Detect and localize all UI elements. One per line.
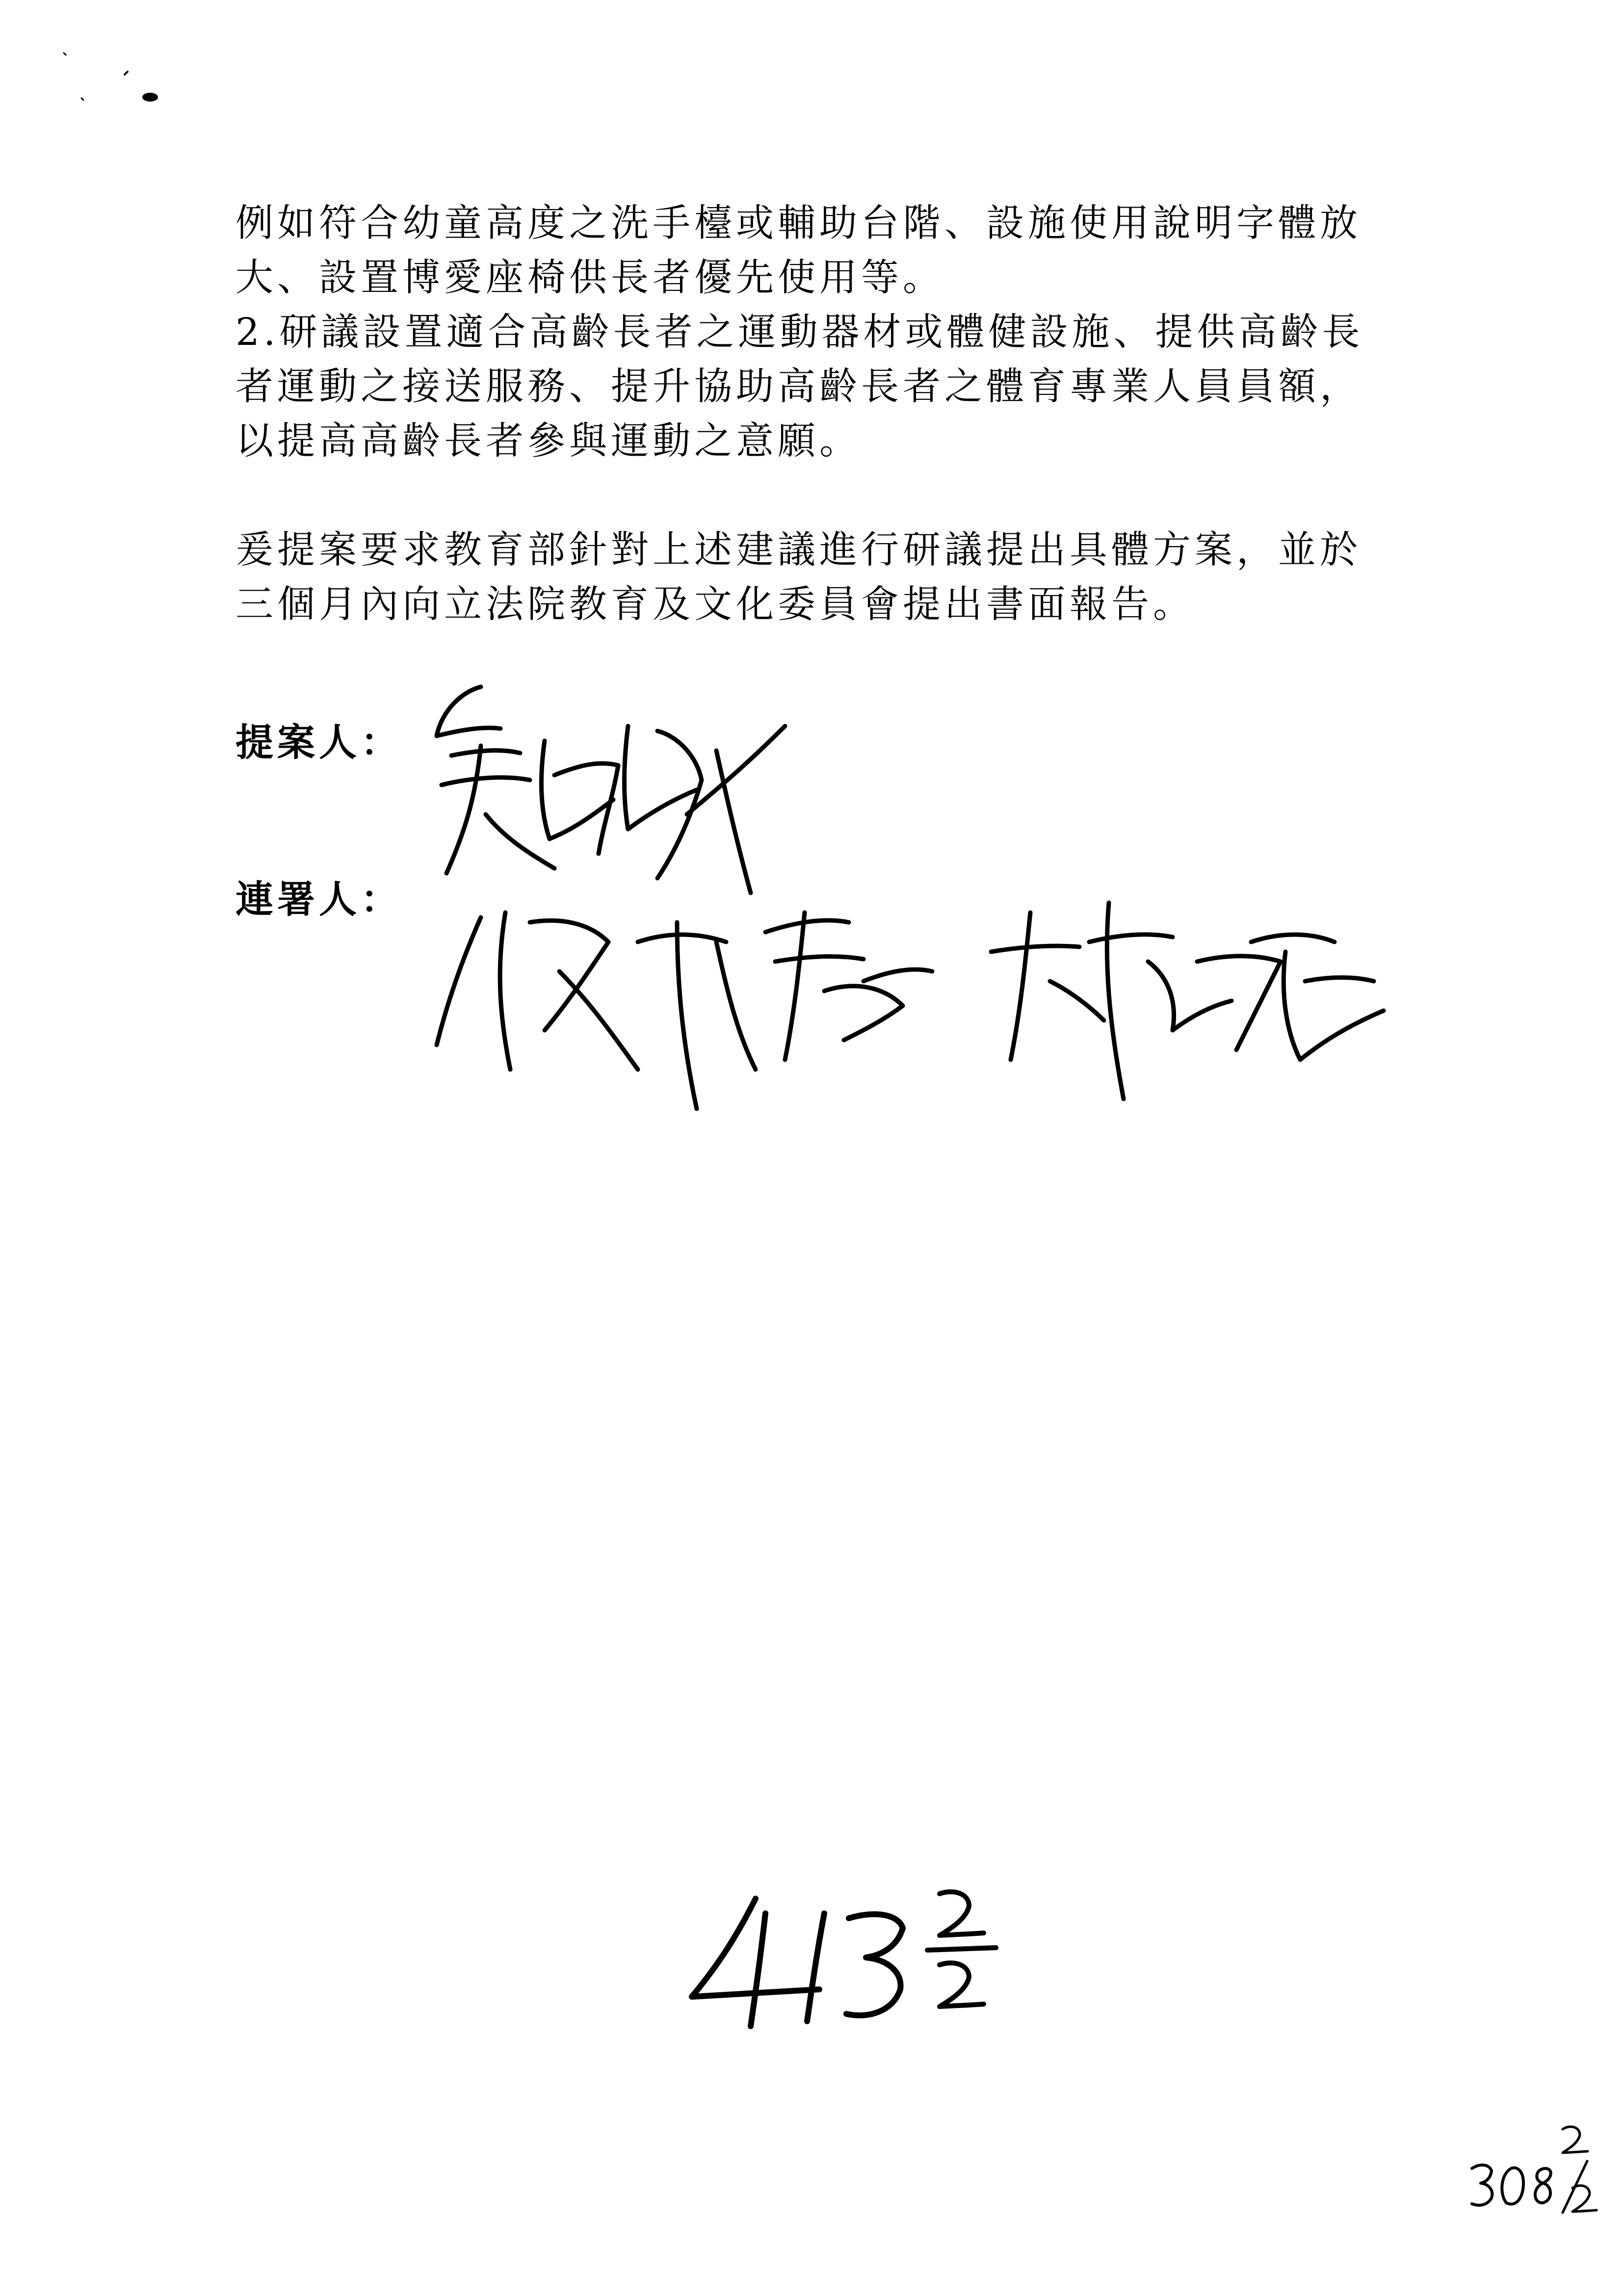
handwritten-signatures: [383, 667, 1413, 1128]
scan-artifact-marks: [59, 49, 177, 118]
text-line: 爰提案要求教育部針對上述建議進行研議提出具體方案，並於: [236, 528, 1362, 572]
cosigner-signature-2: [991, 903, 1384, 1099]
handwritten-corner-number: [1462, 2114, 1599, 2227]
text-line: 三個月內向立法院教育及文化委員會提出書面報告。: [236, 583, 1195, 626]
proposer-signature: [437, 687, 785, 893]
document-body: [236, 196, 1472, 632]
text-line: 2.研議設置適合高齡長者之運動器材或體健設施、提供高齡長: [236, 311, 1364, 354]
text-line: 大、設置博愛座椅供長者優先使用等。: [236, 256, 944, 300]
text-line: 者運動之接送服務、提升協助高齡長者之體育專業人員員額，: [236, 365, 1362, 409]
proposer-label: 提案人：: [236, 721, 402, 765]
paragraph-facility-examples: [236, 196, 1472, 305]
text-line: 例如符合幼童高度之洗手檯或輔助台階、設施使用說明字體放: [236, 202, 1362, 245]
paragraph-resolution: [236, 523, 1472, 632]
text-line: 以提高高齡長者參與運動之意願。: [236, 419, 861, 463]
cosigner-label: 連署人：: [236, 878, 402, 922]
paragraph-item-2: [236, 305, 1472, 469]
cosigner-signature-1: [437, 913, 932, 1109]
handwritten-page-number: [677, 1884, 1011, 2031]
